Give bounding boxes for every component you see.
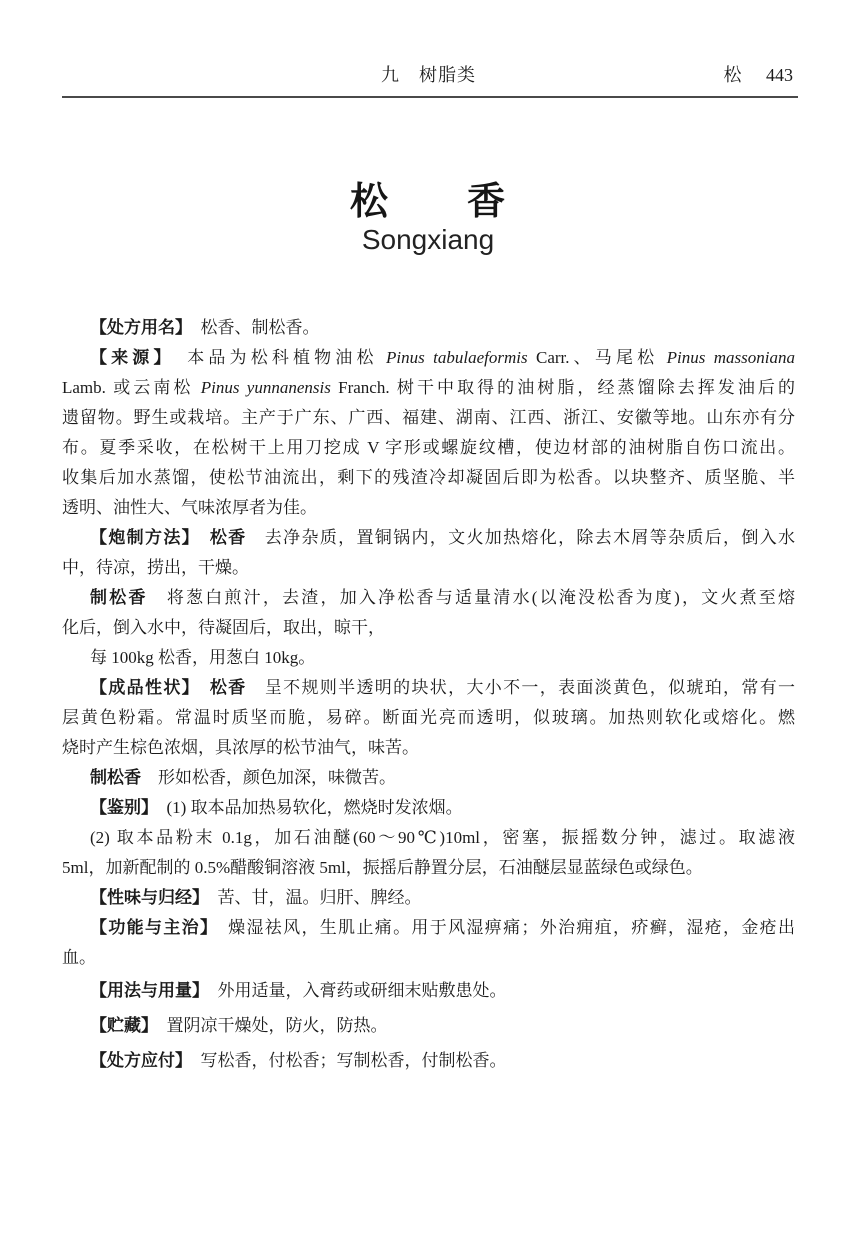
paragraph	[62, 343, 795, 523]
paragraph	[62, 583, 795, 643]
text-segment: 血。	[62, 948, 96, 967]
text-segment: 布。夏季采收，在松树干上用刀挖成 V 字形或螺旋纹槽，使边材部的油树脂自伤口流出。	[62, 438, 795, 457]
chapter-heading: 九 树脂类	[381, 65, 476, 85]
text-line	[62, 1043, 795, 1078]
paragraph	[62, 793, 795, 823]
text-line	[62, 823, 795, 853]
text-segment: 5ml，加新配制的 0.5%醋酸铜溶液 5ml，振摇后静置分层，石油醚层显蓝绿色或绿色。	[62, 858, 703, 877]
text-line	[62, 793, 795, 823]
section-label: 松香	[209, 678, 247, 697]
section-label: 【用法与用量】	[90, 981, 201, 1000]
text-segment: 本品为松科植物油松	[166, 348, 386, 367]
latin-species-name: Pinus yunnanensis	[200, 378, 331, 397]
text-line	[62, 763, 795, 793]
paragraph	[62, 1043, 795, 1078]
text-line	[62, 583, 795, 613]
text-line	[62, 343, 795, 373]
entry-body	[62, 313, 795, 1078]
latin-species-name: Pinus massoniana	[666, 348, 795, 367]
text-segment: 将葱白煎汁，去渣，加入净松香与适量清水(以淹没松香为度)，文火煮至熔	[147, 588, 795, 607]
text-segment: 松香、制松香。	[183, 318, 320, 337]
text-segment: 遗留物。野生或栽培。主产于广东、广西、福建、湖南、江西、浙江、安徽等地。山东亦有分	[62, 408, 795, 427]
text-segment: 写松香，付松香；写制松香，付制松香。	[183, 1051, 507, 1070]
text-line	[62, 883, 795, 913]
text-segment: Carr.、马尾松	[527, 348, 667, 367]
text-line	[62, 853, 795, 883]
text-segment: (1) 取本品加热易软化，燃烧时发浓烟。	[149, 798, 463, 817]
text-line	[62, 313, 795, 343]
text-line	[62, 643, 795, 673]
running-header	[62, 62, 795, 88]
text-line	[62, 373, 795, 403]
text-line	[62, 1008, 795, 1043]
text-segment: 每 100kg 松香，用葱白 10kg。	[90, 648, 316, 667]
text-line	[62, 523, 795, 553]
latin-species-name: Pinus tabulaeformis	[386, 348, 528, 367]
paragraph	[62, 823, 795, 883]
text-line	[62, 403, 795, 433]
text-segment: 烧时产生棕色浓烟，具浓厚的松节油气，味苦。	[62, 738, 419, 757]
text-segment: 呈不规则半透明的块状，大小不一，表面淡黄色，似琥珀，常有一	[246, 678, 795, 697]
text-line	[62, 913, 795, 943]
text-line	[62, 943, 795, 973]
text-line	[62, 433, 795, 463]
text-segment: 燥湿祛风，生肌止痛。用于风湿痹痛；外治痈疽，疥癣，湿疮，金疮出	[209, 918, 795, 937]
section-label: 制松香	[90, 768, 141, 787]
paragraph	[62, 973, 795, 1008]
section-label: 【炮制方法】	[90, 528, 192, 547]
text-segment: 形如松香，颜色加深，味微苦。	[141, 768, 396, 787]
paragraph	[62, 313, 795, 343]
header-rule	[62, 96, 798, 98]
entry-title: 松 香	[349, 181, 506, 223]
section-label: 【处方应付】	[90, 1051, 184, 1070]
text-line	[62, 733, 795, 763]
text-line	[62, 703, 795, 733]
text-segment: 化后，倒入水中，待凝固后，取出，晾干，	[62, 618, 385, 637]
section-label: 制松香	[90, 588, 148, 607]
text-segment: 去净杂质，置铜锅内，文火加热熔化，除去木屑等杂质后，倒入水	[246, 528, 795, 547]
text-segment: Lamb. 或云南松	[62, 378, 201, 397]
text-segment: Franch. 树干中取得的油树脂，经蒸馏除去挥发油后的	[330, 378, 795, 397]
text-line	[62, 493, 795, 523]
running-head-label: 松	[723, 65, 742, 85]
text-line	[62, 973, 795, 1008]
text-segment: 中，待凉，捞出，干燥。	[62, 558, 249, 577]
section-label: 松香	[209, 528, 247, 547]
paragraph	[62, 913, 795, 973]
paragraph	[62, 1008, 795, 1043]
text-segment: 置阴凉干燥处，防火，防热。	[149, 1016, 388, 1035]
text-line	[62, 463, 795, 493]
section-label: 【贮藏】	[90, 1016, 150, 1035]
paragraph	[62, 523, 795, 583]
entry-pinyin: Songxiang	[361, 224, 495, 255]
text-segment: 层黄色粉霜。常温时质坚而脆，易碎。断面光亮而透明，似玻璃。加热则软化或熔化。燃	[62, 708, 795, 727]
text-line	[62, 613, 795, 643]
text-segment: 透明、油性大、气味浓厚者为佳。	[62, 498, 317, 517]
text-segment: (2) 取本品粉末 0.1g，加石油醚(60～90℃)10ml，密塞，振摇数分钟，滤过。取滤液	[90, 828, 795, 847]
text-line	[62, 553, 795, 583]
section-label: 【功能与主治】	[90, 918, 210, 937]
section-label: 【来源】	[90, 348, 167, 367]
text-segment: 苦、甘，温。归肝、脾经。	[200, 888, 422, 907]
paragraph	[62, 763, 795, 793]
paragraph	[62, 643, 795, 673]
text-segment	[191, 528, 209, 547]
text-line	[62, 673, 795, 703]
section-label: 【性味与归经】	[90, 888, 201, 907]
paragraph	[62, 883, 795, 913]
text-segment	[191, 678, 209, 697]
page-number: 443	[766, 65, 793, 85]
text-segment: 外用适量，入膏药或研细末贴敷患处。	[200, 981, 507, 1000]
section-label: 【成品性状】	[90, 678, 192, 697]
paragraph	[62, 673, 795, 763]
section-label: 【处方用名】	[90, 318, 184, 337]
text-segment: 收集后加水蒸馏，使松节油流出，剩下的残渣冷却凝固后即为松香。以块整齐、质坚脆、半	[62, 468, 795, 487]
section-label: 【鉴别】	[90, 798, 150, 817]
folio	[724, 62, 794, 88]
